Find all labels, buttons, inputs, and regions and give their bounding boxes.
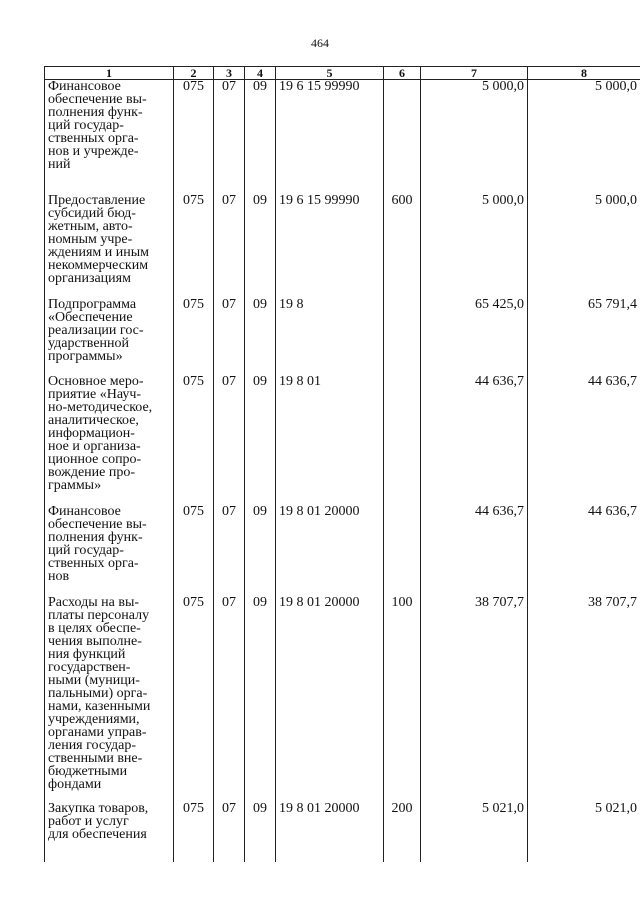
col-header-6: 6	[384, 67, 421, 80]
table-row	[45, 802, 640, 862]
col-header-5: 5	[276, 67, 384, 80]
target-article-code: 19 8 01 20000	[276, 802, 384, 862]
amount-col8: 5 000,0	[528, 80, 640, 195]
expense-type-code: 200	[384, 802, 421, 862]
expense-type-code: 600	[384, 194, 421, 298]
subsection-code: 09	[245, 596, 276, 802]
table-row	[45, 375, 640, 505]
row-name: Предоставление субсидий бюд- жетным, авто- номным учре- ждениям и иным некоммерческим организациям	[45, 194, 174, 298]
row-name: Финансовое обеспечение вы- полнения функ- ций государ- ственных орга- нов и учрежде- ний	[45, 80, 174, 195]
subsection-code: 09	[245, 80, 276, 195]
expense-type-code	[384, 80, 421, 195]
amount-col7: 65 425,0	[421, 298, 528, 375]
target-article-code: 19 8 01 20000	[276, 596, 384, 802]
subsection-code: 09	[245, 802, 276, 862]
ministry-code: 075	[174, 375, 214, 505]
col-header-7: 7	[421, 67, 528, 80]
col-header-1: 1	[45, 67, 174, 80]
table-row	[45, 194, 640, 298]
amount-col8: 5 021,0	[528, 802, 640, 862]
ministry-code: 075	[174, 194, 214, 298]
amount-col8: 44 636,7	[528, 375, 640, 505]
row-name: Расходы на вы- платы персоналу в целях обеспе- чения выполне- ния функций государствен- ными (муници- пальными) орга- нами, казенными учреждениями, органами управ- ления государ- ственными вне- бюджетными фондами	[45, 596, 174, 802]
section-code: 07	[214, 80, 245, 195]
ministry-code: 075	[174, 802, 214, 862]
page-number: 464	[311, 36, 329, 50]
target-article-code: 19 6 15 99990	[276, 80, 384, 195]
expense-type-code: 100	[384, 596, 421, 802]
expense-type-code	[384, 505, 421, 596]
expense-type-code	[384, 298, 421, 375]
target-article-code: 19 8	[276, 298, 384, 375]
subsection-code: 09	[245, 375, 276, 505]
subsection-code: 09	[245, 298, 276, 375]
budget-table	[44, 66, 640, 862]
row-name: Подпрограмма «Обеспечение реализации гос- ударственной программы»	[45, 298, 174, 375]
row-name: Основное меро- приятие «Науч- но-методическое, аналитическое, информацион- ное и организа- ционное сопро- вождение про- граммы»	[45, 375, 174, 505]
col-header-4: 4	[245, 67, 276, 80]
subsection-code: 09	[245, 505, 276, 596]
table-row	[45, 596, 640, 802]
amount-col7: 44 636,7	[421, 375, 528, 505]
col-header-2: 2	[174, 67, 214, 80]
section-code: 07	[214, 596, 245, 802]
row-name: Закупка товаров, работ и услуг для обеспечения	[45, 802, 174, 862]
amount-col7: 38 707,7	[421, 596, 528, 802]
table-header	[45, 67, 640, 80]
target-article-code: 19 8 01	[276, 375, 384, 505]
table-row	[45, 505, 640, 596]
ministry-code: 075	[174, 596, 214, 802]
target-article-code: 19 8 01 20000	[276, 505, 384, 596]
col-header-8: 8	[528, 67, 640, 80]
table-row	[45, 80, 640, 195]
amount-col8: 38 707,7	[528, 596, 640, 802]
section-code: 07	[214, 375, 245, 505]
amount-col7: 5 000,0	[421, 80, 528, 195]
col-header-3: 3	[214, 67, 245, 80]
section-code: 07	[214, 505, 245, 596]
amount-col7: 5 021,0	[421, 802, 528, 862]
expense-type-code	[384, 375, 421, 505]
ministry-code: 075	[174, 298, 214, 375]
section-code: 07	[214, 194, 245, 298]
amount-col8: 5 000,0	[528, 194, 640, 298]
section-code: 07	[214, 802, 245, 862]
subsection-code: 09	[245, 194, 276, 298]
ministry-code: 075	[174, 505, 214, 596]
amount-col8: 44 636,7	[528, 505, 640, 596]
table-row	[45, 298, 640, 375]
amount-col7: 44 636,7	[421, 505, 528, 596]
amount-col7: 5 000,0	[421, 194, 528, 298]
amount-col8: 65 791,4	[528, 298, 640, 375]
ministry-code: 075	[174, 80, 214, 195]
section-code: 07	[214, 298, 245, 375]
row-name: Финансовое обеспечение вы- полнения функ- ций государ- ственных орга- нов	[45, 505, 174, 596]
target-article-code: 19 6 15 99990	[276, 194, 384, 298]
